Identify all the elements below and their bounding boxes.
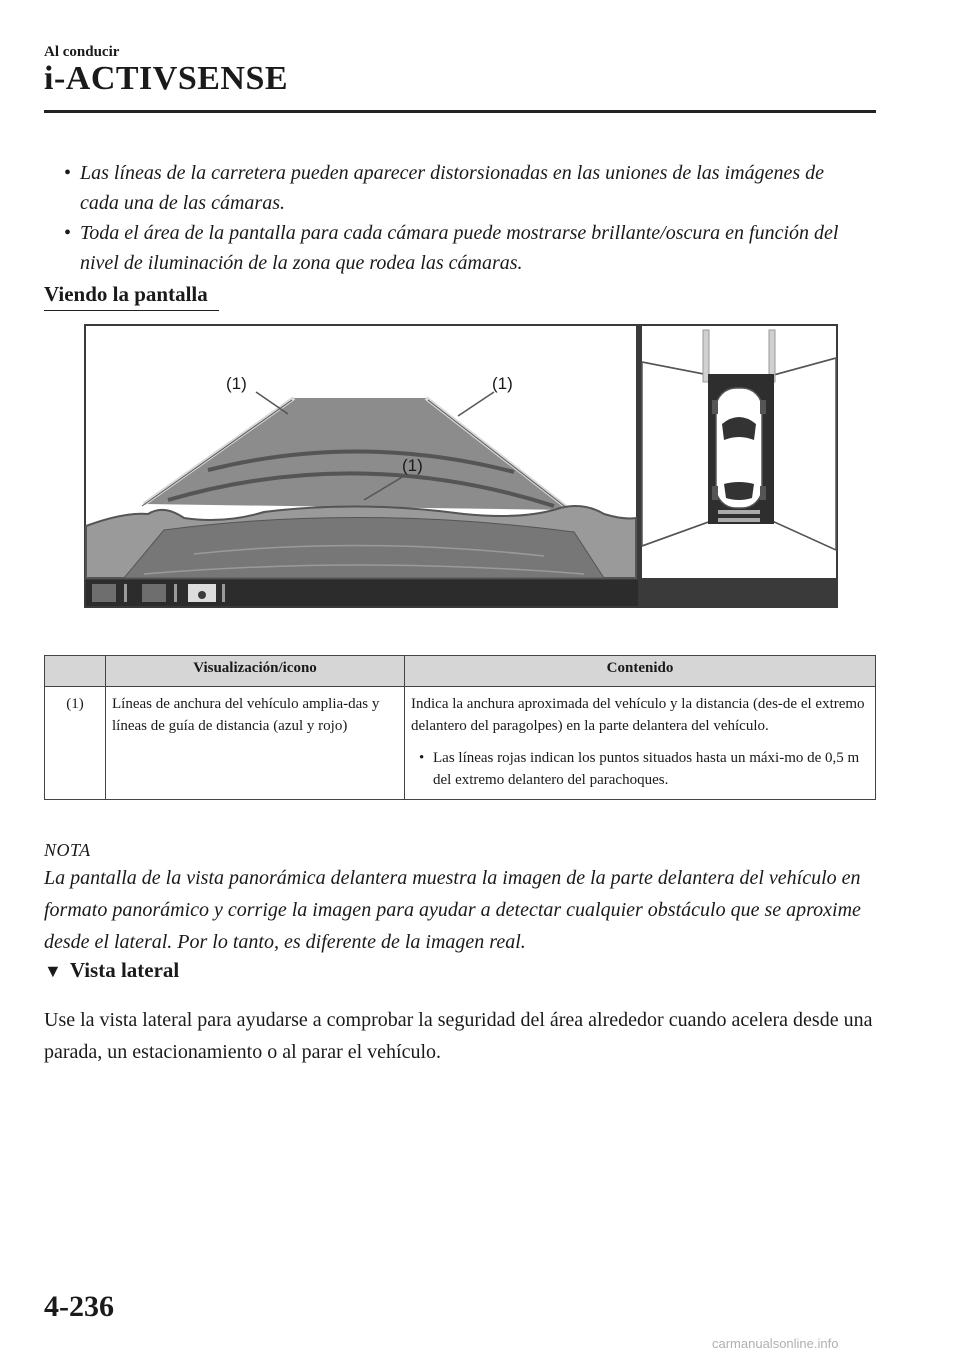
- camera-view-icon: [142, 584, 166, 602]
- bullet-text: Las líneas de la carretera pueden aparecer distorsionadas en las uniones de las imágenes de cada una de las cámaras.: [80, 162, 824, 214]
- content-bullet: [411, 747, 869, 791]
- bullet-list: [64, 158, 854, 278]
- bullet-item: [64, 218, 854, 278]
- table-row: [45, 687, 876, 800]
- camera-screen-figure: [84, 324, 838, 608]
- content-bullet-text: Las líneas rojas indican los puntos situados hasta un máxi-mo de 0,5 m del extremo delantero del parachoques.: [433, 750, 860, 788]
- table-header-cell: Visualización/icono: [106, 656, 405, 687]
- vista-text: Use la vista lateral para ayudarse a comprobar la seguridad del área alrededor cuando acelera desde una parada, un estacionamiento o al parar el vehículo.: [44, 1009, 873, 1063]
- callout-label: (1): [226, 374, 247, 393]
- camera-screen-illustration: [84, 324, 838, 608]
- content-text: Indica la anchura aproximada del vehículo y la distancia (des-de el extremo delantero del paragolpes) en la parte delantera del vehículo.: [411, 696, 865, 734]
- display-table: [44, 655, 876, 800]
- bullet-glyph: •: [419, 750, 425, 766]
- table-header-cell: [45, 656, 106, 687]
- bullet-glyph: •: [64, 222, 72, 244]
- table-cell-display: Líneas de anchura del vehículo amplia-das y líneas de guía de distancia (azul y rojo): [106, 687, 405, 800]
- page-number: 4-236: [44, 1290, 114, 1323]
- bullet-text: Toda el área de la pantalla para cada cámara puede mostrarse brillante/oscura en función del nivel de iluminación de la zona que rodea las cámaras.: [80, 222, 839, 274]
- subheading: Viendo la pantalla: [44, 282, 208, 306]
- callout-label: (1): [492, 374, 513, 393]
- header-rule: [44, 110, 876, 113]
- camera-view-icon: [92, 584, 116, 602]
- callout-label: (1): [402, 456, 423, 475]
- watermark: carmanualsonline.info: [712, 1336, 839, 1351]
- section-label: Al conducir: [44, 44, 120, 60]
- table-header-cell: Contenido: [405, 656, 876, 687]
- note-title: NOTA: [44, 840, 91, 860]
- bullet-item: [64, 158, 854, 218]
- table-cell-content: [405, 687, 876, 800]
- note-text: La pantalla de la vista panorámica delantera muestra la imagen de la parte delantera del vehículo en formato panorámico y corrige la imagen para ayudar a detectar cualquier obstáculo que se aproxime desde el lateral. Por lo tanto, es diferente de la imagen real.: [44, 867, 861, 953]
- subheading-rule: [44, 310, 219, 311]
- vista-heading-text: Vista lateral: [69, 958, 180, 982]
- table-header-row: [45, 656, 876, 687]
- chapter-title: i-ACTIVSENSE: [44, 60, 289, 97]
- bullet-glyph: •: [64, 162, 72, 184]
- triangle-down-icon: ▼: [44, 961, 62, 981]
- table-cell-num: (1): [45, 687, 106, 800]
- vista-heading: [44, 958, 179, 983]
